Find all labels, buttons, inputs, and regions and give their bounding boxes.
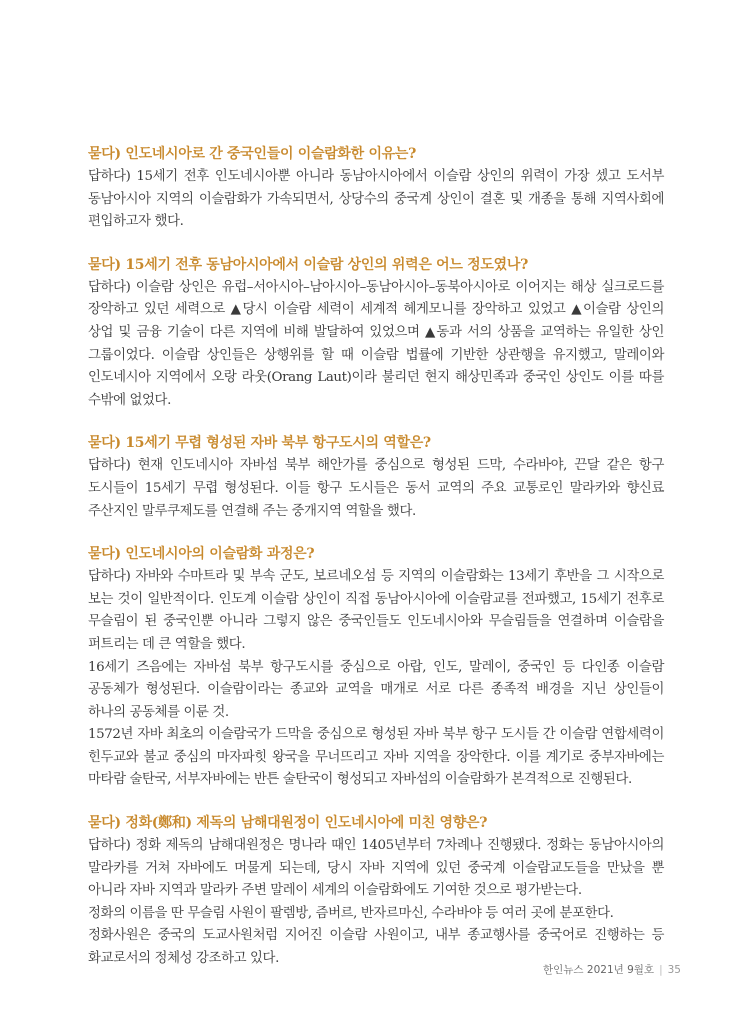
answer-paragraph: 답하다) 정화 제독의 남해대원정은 명나라 때인 1405년부터 7차례나 진행됐다. 정화는 동남아시아의 말라카를 거쳐 자바에도 머물게 되는데, 당시 자바 지역에 있던 중국계 이슬람교도들을 만났을 뿐 아니라 자바 지역과 말라카 주변 말레이 세계의 이슬람화에도 기여한 것으로 평가받는다. — [88, 838, 664, 899]
question-heading: 묻다) 인도네시아로 간 중국인들이 이슬람화한 이유는? — [88, 146, 417, 162]
page-number: 35 — [667, 964, 681, 976]
question-heading: 묻다) 15세기 무렵 형성된 자바 북부 항구도시의 역할은? — [88, 435, 431, 452]
answer-paragraph: 1572년 자바 최초의 이슬람국가 드막을 중심으로 형성된 자바 북부 항구 도시들 간 이슬람 연합세력이 힌두교와 불교 중심의 마자파힛 왕국을 무너뜨리고 자바 지역을 장악한다. 이를 계기로 중부자바에는 마타람 술탄국, 서부자바에는 반튼 술탄국이 형성되고 자바섬의 이슬람화가 본격적으로 진행된다. — [88, 727, 664, 788]
footer-separator: | — [659, 964, 663, 976]
qa-section — [88, 432, 664, 523]
question-heading: 묻다) 정화(鄭和) 제독의 남해대원정이 인도네시아에 미친 영향은? — [88, 815, 488, 832]
article-body — [88, 143, 664, 991]
qa-section — [88, 812, 664, 971]
qa-section — [88, 254, 664, 413]
answer-paragraph: 답하다) 현재 인도네시아 자바섬 북부 해안가를 중심으로 형성된 드막, 수라바야, 끈달 같은 항구 도시들이 15세기 무렵 형성된다. 이들 항구 도시들은 동서 교역의 주요 교통로인 말라카와 향신료 주산지인 말루쿠제도를 연결해 주는 중개지역 역할을 했다. — [88, 458, 664, 519]
page-footer — [543, 962, 681, 977]
question-heading: 묻다) 인도네시아의 이슬람화 과정은? — [88, 546, 315, 563]
answer-paragraph: 정화사원은 중국의 도교사원처럼 지어진 이슬람 사원이고, 내부 종교행사를 중국어로 진행하는 등 화교로서의 정체성 강조하고 있다. — [88, 928, 664, 967]
qa-section — [88, 543, 664, 792]
answer-paragraph: 답하다) 자바와 수마트라 및 부속 군도, 보르네오섬 등 지역의 이슬람화는 13세기 후반을 그 시작으로 보는 것이 일반적이다. 인도계 이슬람 상인이 직접 동남아시아에 이슬람교를 전파했고, 15세기 전후로 무슬림이 된 중국인뿐 아니라 그렇지 않은 중국인들도 인도네시아와 무슬림들을 연결하며 이슬람을 퍼트리는 데 큰 역할을 했다. — [88, 569, 664, 652]
answer-paragraph: 16세기 즈음에는 자바섬 북부 항구도시를 중심으로 아랍, 인도, 말레이, 중국인 등 다인종 이슬람 공동체가 형성된다. 이슬람이라는 종교와 교역을 매개로 서로 다른 종족적 배경을 지닌 상인들이 하나의 공동체를 이룬 것. — [88, 659, 664, 720]
qa-section — [88, 143, 664, 234]
question-heading: 묻다) 15세기 전후 동남아시아에서 이슬람 상인의 위력은 어느 정도였나? — [88, 256, 528, 273]
answer-paragraph: 정화의 이름을 딴 무슬림 사원이 팔렘방, 즘버르, 반자르마신, 수라바야 등 여러 곳에 분포한다. — [88, 905, 614, 921]
answer-paragraph: 답하다) 이슬람 상인은 유럽–서아시아–남아시아–동남아시아–동북아시아로 이어지는 해상 실크로드를 장악하고 있던 세력으로 ▲당시 이슬람 세력이 세계적 헤게모니를 장악하고 있었고 ▲이슬람 상인의 상업 및 금융 기술이 다른 지역에 비해 발달하여 있었으며 ▲동과 서의 상품을 교역하는 유일한 상인 그룹이었다. 이슬람 상인들은 상행위를 할 때 이슬람 법률에 기반한 상관행을 유지했고, 말레이와 인도네시아 지역에서 오랑 라웃(Orang Laut)이라 불리던 현지 해상민족과 중국인 상인도 이를 따를 수밖에 없었다. — [88, 279, 664, 408]
publication-name: 한인뉴스 2021년 9월호 — [543, 964, 655, 976]
answer-paragraph: 답하다) 15세기 전후 인도네시아뿐 아니라 동남아시아에서 이슬람 상인의 위력이 가장 셌고 도서부 동남아시아 지역의 이슬람화가 가속되면서, 상당수의 중국계 상인이 결혼 및 개종을 통해 지역사회에 편입하고자 했다. — [88, 169, 664, 230]
